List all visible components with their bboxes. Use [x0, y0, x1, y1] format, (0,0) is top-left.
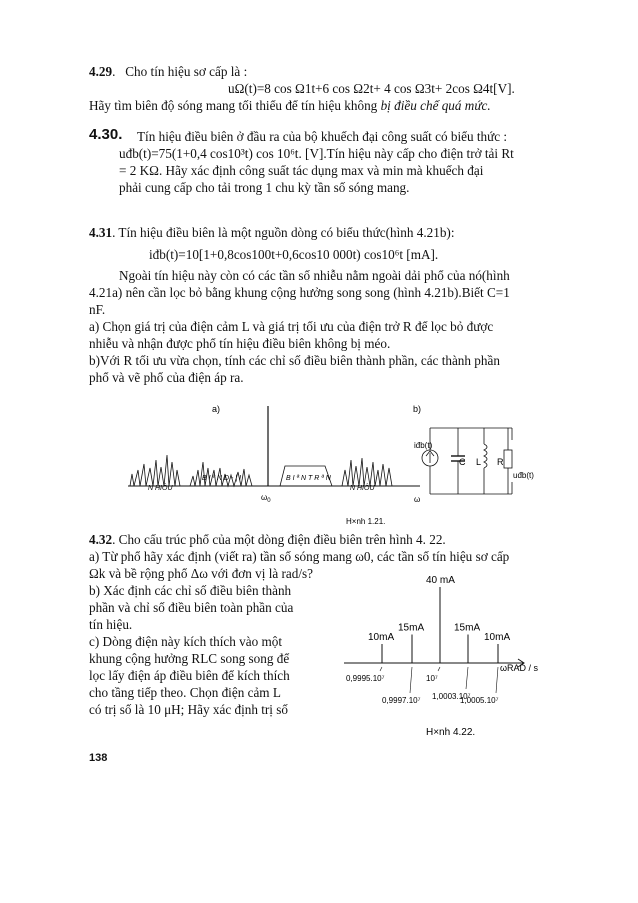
problem-text: có trị số là 10 μH; Hãy xác định trị số — [89, 702, 288, 717]
problem-text: b) Xác định các chỉ số điều biên thành — [89, 583, 292, 598]
omega-axis-label: ω — [414, 495, 421, 504]
amplitude-label: 15mA — [398, 622, 425, 634]
capacitor-label: C — [459, 457, 466, 467]
frequency-tick-label: 0,9995.10⁷ — [346, 674, 385, 683]
problem-4-32-line — [89, 532, 446, 548]
figure-4-22-spectrum — [340, 575, 572, 743]
problem-text: khung cộng hưởng RLC song song để — [89, 651, 290, 666]
problem-4-29-question — [89, 98, 491, 114]
problem-number: 4.29 — [89, 64, 113, 79]
problem-text: 4.21a) nên cần lọc bỏ bằng khung cộng hưởng song song (hình 4.21b).Biết C=1 — [89, 285, 510, 300]
problem-text: uđb(t)=75(1+0,4 cos10³t) cos 10⁶t. [V].Tín hiệu này cấp cho điện trở tải Rt — [119, 146, 514, 161]
tick-leader — [466, 667, 468, 689]
problem-text: . Cho cấu trúc phổ của một dòng điện điều biên trên hình 4. 22. — [112, 532, 446, 547]
problem-text: Ngoài tín hiệu này còn có các tần số nhiễu nằm ngoài dải phổ của nó(hình — [119, 268, 510, 283]
lower-sideband — [190, 462, 252, 486]
tick-leader — [380, 667, 382, 671]
omega0-label: $\omega_0$ — [261, 493, 271, 504]
tick-leader — [410, 667, 412, 693]
noise-band-left — [130, 455, 180, 486]
problem-number: 4.31 — [89, 225, 113, 240]
problem-text: tín hiệu. — [89, 617, 133, 632]
problem-text: a) Từ phổ hãy xác định (viết ra) tần số sóng mang ω0, các tần số tín hiệu sơ cấp — [89, 549, 510, 564]
output-voltage-label: uđb(t) — [513, 471, 534, 480]
problem-text: c) Dòng điện này kích thích vào một — [89, 634, 283, 649]
tick-leader — [438, 667, 440, 671]
problem-text: = 2 KΩ. Hãy xác định công suất tác dụng max và min mà khuếch đại — [119, 163, 484, 178]
resistor-label: R — [497, 457, 504, 467]
frequency-tick-label: 1,0003.10⁷ — [432, 692, 471, 701]
problem-text: phải cung cấp cho tải trong 1 chu kỳ tần số sóng mang. — [119, 180, 410, 195]
problem-text: a) Chọn giá trị của điện cảm L và giá trị tối ưu của điện trở R để lọc bỏ được — [89, 319, 494, 334]
frequency-tick-label: 10⁷ — [426, 674, 438, 683]
x-axis-label: ωRAD / s — [500, 663, 539, 673]
problem-text: phổ và vẽ phổ của điện áp ra. — [89, 370, 244, 385]
problem-formula: iđb(t)=10[1+0,8cos100t+0,6cos10 000t) cos10⁶t [mA]. — [149, 247, 439, 262]
inductor-label: L — [476, 457, 482, 467]
question-emphasis: bị điều chế quá mức. — [380, 98, 491, 113]
page-number: 138 — [89, 752, 108, 764]
problem-text: . Tín hiệu điều biên là một nguồn dòng có biểu thức(hình 4.21b): — [112, 225, 455, 240]
problem-text: nhiễu và nhận được phổ tín hiệu điều biên không bị méo. — [89, 336, 391, 351]
problem-text: Cho tín hiệu sơ cấp là : — [125, 64, 248, 79]
amplitude-label: 15mA — [454, 622, 481, 634]
amplitude-label: 40 mA — [426, 575, 455, 586]
amplitude-label: 10mA — [368, 632, 395, 643]
figure-caption: H×nh 4.22. — [426, 727, 476, 738]
current-source-label: iđb(t) — [414, 441, 433, 450]
frequency-tick-label: 1,0005.10⁷ — [460, 696, 499, 705]
tick-leader — [496, 667, 498, 693]
band-label-noise-left: N HIÔU — [148, 485, 173, 492]
noise-band-right — [342, 458, 392, 486]
figure-label-b: b) — [413, 404, 422, 414]
frequency-tick-label: 0,9997.10⁷ — [382, 696, 421, 705]
band-label-lower: B I ª N D - ¦ I — [202, 475, 242, 482]
problem-4-31-line — [89, 225, 454, 241]
problem-4-29-intro: 4.29. Cho tín hiệu sơ cấp là : — [89, 64, 248, 79]
problem-number: 4.30. — [89, 126, 123, 143]
problem-text: Tín hiệu điều biên ở đầu ra của bộ khuếch đại công suất có biểu thức : — [137, 129, 508, 144]
question-text: Hãy tìm biên độ sóng mang tối thiểu để tín hiệu không — [89, 98, 381, 113]
problem-text: nF. — [89, 302, 106, 317]
band-label-upper: B I ª N T R ª N — [286, 475, 331, 482]
problem-text: b)Với R tối ưu vừa chọn, tính các chỉ số điều biên thành phần, các thành phần — [89, 353, 500, 368]
amplitude-label: 10mA — [484, 632, 511, 643]
figure-4-21 — [120, 398, 540, 530]
figure-label-a: a) — [212, 404, 221, 414]
problem-4-29-formula: uΩ(t)=8 cos Ω1t+6 cos Ω2t+ 4 cos Ω3t+ 2cos Ω4t[V]. — [228, 81, 515, 96]
band-label-noise-right: N HIÔU — [350, 485, 375, 492]
problem-text: Ωk và bề rộng phổ Δω với đơn vị là rad/s? — [89, 566, 314, 581]
problem-text: lọc lấy điện áp điều biên để kích thích — [89, 668, 290, 683]
figure-caption: H×nh 1.21. — [346, 517, 386, 526]
problem-text: phần và chỉ số điều biên toàn phần của — [89, 600, 294, 615]
problem-number: 4.32 — [89, 532, 113, 547]
problem-text: cho tầng tiếp theo. Chọn điện cảm L — [89, 685, 281, 700]
